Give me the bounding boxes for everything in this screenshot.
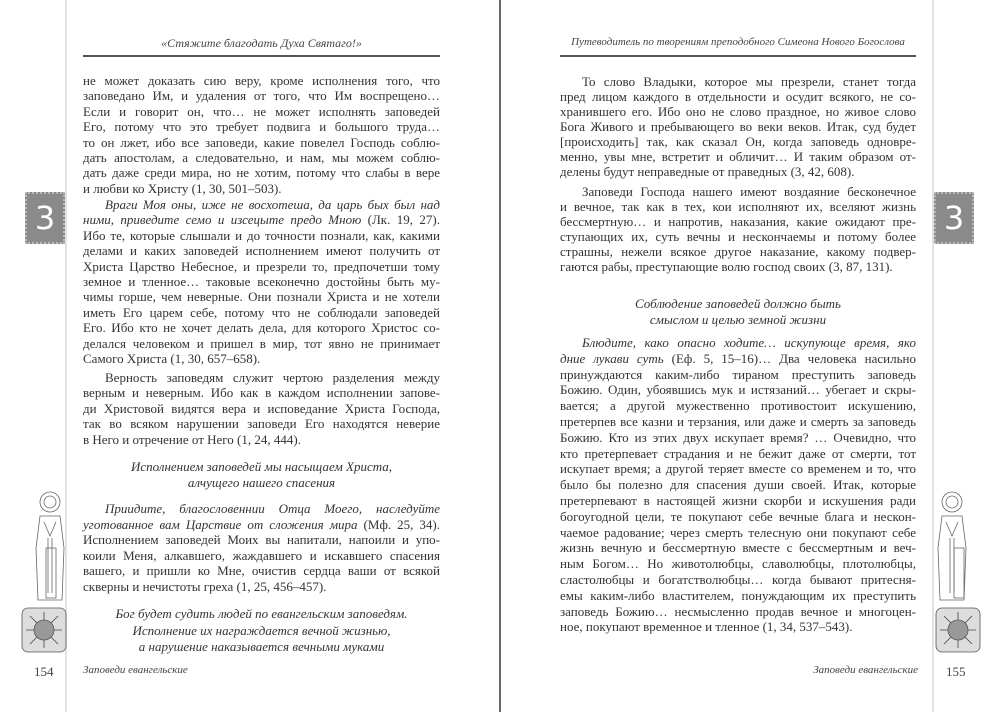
paragraph (560, 74, 916, 179)
running-footer: Заповеди евангельские (813, 664, 918, 676)
text-line (83, 88, 440, 103)
text-line (560, 244, 916, 259)
text-line (83, 416, 440, 431)
text-run: и вечное, так как в тех, кои исполняют их, вселяют жизнь (560, 199, 916, 215)
italic-quote: Враги Моя оны, иже не восхотеша, да царь бых был над (105, 197, 440, 212)
text-run: а нарушение наказывается вечными муками (138, 639, 385, 654)
text-line (83, 579, 440, 595)
section-heading (83, 459, 440, 491)
text-run: Бог будет судить людей по евангельским заповедям. (115, 606, 408, 621)
text-run: принуждаются каким-либо тираном преступить заповедь (560, 366, 916, 382)
text-run: заповедано Им, и удаления от того, что Им воспрещено… (83, 88, 440, 104)
text-line (83, 501, 440, 517)
text-run: Его. Ибо кто не хочет делать дела, для которого Христос со- (83, 320, 440, 336)
text-run: ступающих их, суть вечны и нескончаемы и потому более (560, 229, 916, 245)
italic-quote: уготованное вам Царствие от сложения мира (83, 516, 358, 532)
text-line (560, 572, 916, 588)
text-line (83, 243, 440, 258)
text-line (83, 385, 440, 400)
text-line (83, 548, 440, 564)
text-run: в Него и отречение от Него (1, 24, 444). (83, 431, 301, 447)
text-run: (Еф. 5, 15–16)… Два человека насильно (663, 350, 916, 366)
text-line (83, 150, 440, 165)
text-run: искупает время; а другой теряет вместе со временем и то, что (560, 461, 916, 477)
text-line (83, 563, 440, 579)
text-run: верным и неверным. Ибо как в каждом исполнении запове- (83, 385, 440, 401)
text-line (560, 296, 916, 312)
text-line (83, 401, 440, 416)
paragraph (83, 370, 440, 447)
text-line (83, 228, 440, 243)
paragraph (560, 335, 916, 635)
text-line (83, 259, 440, 274)
text-run: гаются рабы, преступающие волю господ своих (3, 87, 131). (560, 259, 893, 275)
text-run: смыслом и целью земной жизни (649, 311, 827, 327)
text-line (83, 305, 440, 320)
text-line (83, 517, 440, 533)
book-gutter (499, 0, 501, 712)
text-run: делены будут неправедные от праведных (3, 42, 608). (560, 164, 855, 179)
text-line (560, 525, 916, 541)
text-run: коили Меня, алкавшего, жаждавшего и искавшего спасения (83, 547, 440, 563)
text-line (83, 165, 440, 180)
text-run: вается; а другой мужественно противостоит искушению, (560, 398, 916, 414)
text-run: ди Христовой видятся вера и исповедание Христа Господа, (83, 400, 440, 416)
text-run: Его, потому что это требует подвига и большого труда… (83, 119, 440, 135)
text-line (560, 335, 916, 351)
text-line (83, 370, 440, 385)
text-run: Заповеди Господа нашего имеют воздаяние бесконечное (582, 184, 916, 199)
text-run: скверны и нечистоты греха (1, 25, 456–457). (83, 578, 327, 594)
running-footer: Заповеди евангельские (83, 664, 188, 676)
text-line (560, 509, 916, 525)
text-line (560, 556, 916, 572)
text-line (83, 119, 440, 134)
text-run: делался человеком и пришел в мир, тот явно не принимает (83, 335, 440, 351)
text-line (560, 446, 916, 462)
saint-icon (934, 488, 984, 656)
text-line (83, 623, 440, 640)
text-line (560, 540, 916, 556)
text-run: Исполнение их награждается вечной жизнью, (132, 622, 391, 638)
text-line (560, 588, 916, 604)
text-line (560, 312, 916, 328)
text-run: претерпев все казни и терзания, или даже и смерть за заповедь (560, 413, 916, 429)
text-line (83, 606, 440, 623)
running-header: «Стяжите благодать Духа Святаго!» (161, 36, 362, 50)
text-line (560, 119, 916, 134)
text-run: Если и говорит он, что… не может исполнять заповедей (83, 103, 440, 119)
text-run: менно, увы мне, встретит и обличит… И таким образом от- (560, 149, 916, 164)
text-line (560, 74, 916, 89)
text-line (560, 104, 916, 119)
text-run: [происходить] так, как сказал Он, когда заповедь одновре- (560, 134, 916, 149)
text-line (83, 336, 440, 351)
italic-quote: Блюдите, како опасно ходите… искупующе время, яко (582, 335, 916, 350)
header-rule (83, 55, 440, 57)
text-run: заповедь Божию… несмысленно продав вечное и многоцен- (560, 603, 916, 619)
text-run: было бы полезно для спасения души своей. Итак, которые (560, 477, 916, 493)
text-line (560, 214, 916, 229)
text-run: дать даже среди мира, но не хотим, потому что слабы в вере (83, 165, 440, 181)
text-line (83, 459, 440, 475)
text-line (83, 289, 440, 304)
text-run: хранившего его. Ибо оно не слово праздное, но живое слово (560, 104, 916, 119)
text-run: делами и каких заповедей исполнением имеют получить от (83, 243, 440, 259)
text-line (83, 351, 440, 366)
text-line (560, 184, 916, 199)
section-heading (83, 606, 440, 656)
text-run: Бога Живого и пребывающего во веки веков. Итак, суд будет (560, 119, 916, 134)
text-run: Христа Царство Небесное, и презрели то, предпочетши тому (83, 258, 440, 274)
text-run: богоугодной цели, те покупают себе вечные блага и нескон- (560, 508, 916, 524)
text-run: Соблюдение заповедей должно быть (635, 296, 841, 311)
text-run: дать апостолам, а следовательно, и нам, мы можем соблю- (83, 150, 440, 166)
text-line (83, 475, 440, 491)
text-run: Ибо те, которые слышали и до точности познали, как, какими (83, 227, 440, 243)
running-header: Путеводитель по творениям преподобного Симеона Нового Богослова (571, 36, 905, 48)
paragraph (83, 501, 440, 595)
text-run: Самого Христа (1, 30, 657–658). (83, 351, 261, 367)
text-line (83, 320, 440, 335)
text-run: емы каким-либо властителем, понуждающим их преступить (560, 587, 916, 603)
chapter-tab: 3 (25, 192, 65, 244)
text-run: ным Богом… Но животолюбцы, славолюбцы, плотолюбцы, (560, 556, 916, 572)
text-run: сластолюбцы и богатстволюбцы… когда бывают притесня- (560, 571, 916, 587)
text-line (560, 477, 916, 493)
text-run: чаемое радование; через смерть телесную они покупают себе (560, 524, 916, 540)
italic-quote: ними, приведите семо и изсецыте предо Мною (83, 212, 362, 228)
text-line (560, 367, 916, 383)
text-run: жизнь вечную и бессмертную вместе с бессмертным и веч- (560, 540, 916, 556)
text-line (83, 73, 440, 88)
text-line (560, 89, 916, 104)
text-line (560, 493, 916, 509)
text-line (83, 212, 440, 227)
text-run: Божию. Один, убоявшись мук и истязаний… убегает и скры- (560, 382, 916, 398)
text-run: страшны, нежели всякое другое наказание, какому подвер- (560, 244, 916, 260)
text-run: бессмертную… и напротив, наказания, какие ожидают пре- (560, 214, 916, 230)
text-run: (Мф. 25, 34). (357, 516, 440, 532)
text-run: ное, покупают временное и тленное (1, 34, 537–543). (560, 619, 853, 635)
right-page (500, 0, 1000, 712)
text-run: и любви ко Христу (1, 30, 501–503). (83, 180, 282, 196)
text-line (560, 382, 916, 398)
paragraph (83, 73, 440, 196)
text-run: иметь Его царем себе, потому что не соблюдали заповедей (83, 304, 440, 320)
text-line (560, 604, 916, 620)
italic-quote: Приидите, благословеннии Отца Моего, наследуйте (105, 501, 440, 516)
paragraph (83, 197, 440, 366)
page-number: 155 (946, 664, 966, 679)
text-line (560, 461, 916, 477)
section-heading (560, 296, 916, 327)
text-run: То слово Владыки, которое мы презрели, станет тогда (582, 74, 916, 89)
text-run: чимы горше, чем неверные. Они познали Христа и не хотели (83, 289, 440, 305)
text-run: земное и тленное… таковые всеконечно достойны быть му- (83, 274, 440, 290)
text-line (560, 430, 916, 446)
paragraph (560, 184, 916, 275)
text-run: пред лицом каждого в отдельности и осудит всякого, не со- (560, 89, 916, 104)
text-run: (Лк. 19, 27). (361, 212, 441, 228)
text-run: вашего, и пришли ко Мне, очистив сердца ваши от всякой (83, 563, 440, 579)
text-line (560, 164, 916, 179)
header-rule (560, 55, 916, 57)
text-line (560, 149, 916, 164)
text-line (83, 532, 440, 548)
text-line (560, 229, 916, 244)
text-line (560, 351, 916, 367)
text-line (83, 135, 440, 150)
text-line (83, 274, 440, 289)
text-run: претерпевают в настоящей жизни скорби и искушения ради (560, 492, 916, 508)
text-line (560, 398, 916, 414)
text-run: Исполнением заповедей мы насыщаем Христа, (130, 459, 393, 474)
text-line (560, 199, 916, 214)
text-run: не может доказать сию веру, кроме исполнения того, что (83, 73, 440, 88)
text-line (83, 197, 440, 212)
chapter-tab: 3 (934, 192, 974, 244)
text-line (560, 134, 916, 149)
text-run: Божию. Кто из этих двух искупает время? … Очевидно, что (560, 429, 916, 445)
page-number: 154 (34, 664, 54, 679)
text-run: то он лжет, ибо все заповеди, какие повелел Господь соблю- (83, 134, 440, 150)
italic-quote: дние лукави суть (560, 350, 664, 366)
text-run: алчущего нашего спасения (187, 475, 336, 490)
text-line (560, 259, 916, 274)
text-run: так во всяком нарушении заповеди Его находятся неверие (83, 416, 440, 432)
text-run: кто претерпевает страдания и не бежит даже от смерти, тот (560, 445, 916, 461)
text-line (83, 639, 440, 656)
text-line (560, 619, 916, 635)
text-line (560, 414, 916, 430)
text-run: Исполнением заповедей Моих вы напитали, напоили и упо- (83, 532, 440, 548)
text-run: Верность заповедям служит чертою разделения между (105, 370, 440, 385)
text-line (83, 432, 440, 447)
text-line (83, 181, 440, 196)
saint-icon (18, 488, 68, 656)
text-line (83, 104, 440, 119)
